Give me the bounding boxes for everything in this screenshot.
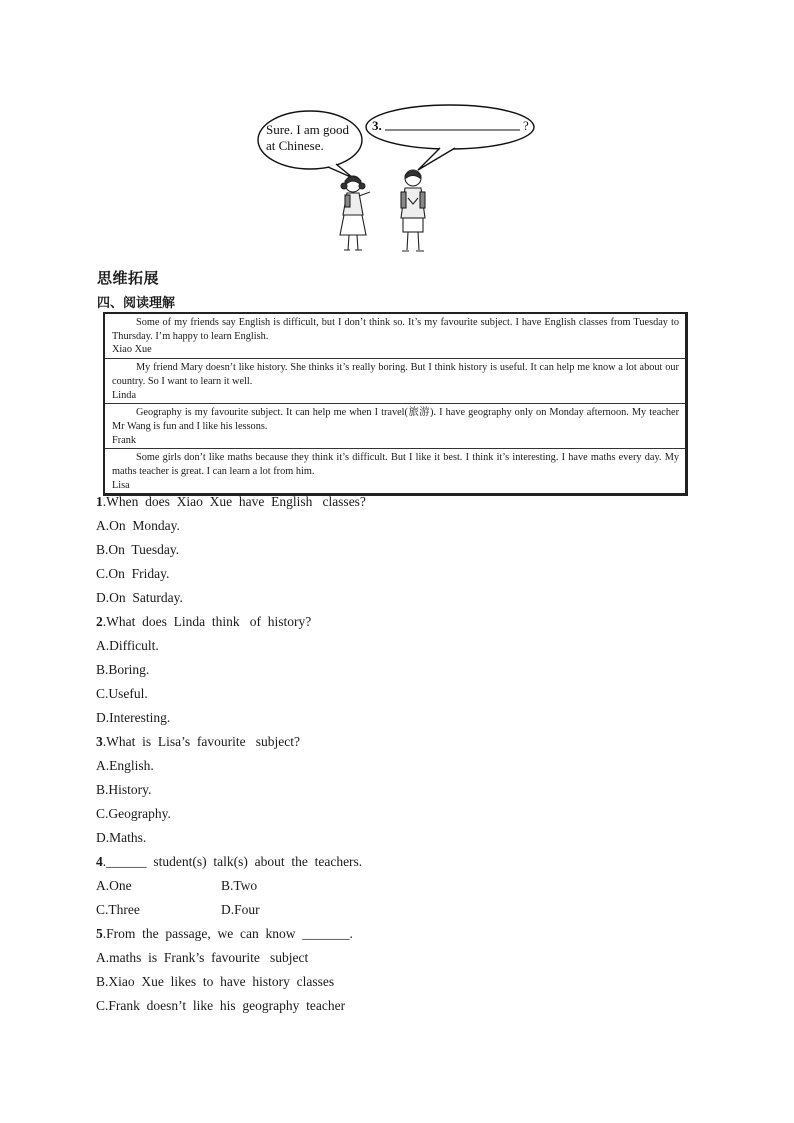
answer-option: C.Three xyxy=(96,902,140,917)
answer-option: C.On Friday. xyxy=(96,566,170,581)
left-bubble-line: Sure. I am good xyxy=(266,122,350,137)
answer-option: D.Interesting. xyxy=(96,710,171,725)
answer-option: C.Frank doesn’t like his geography teacher xyxy=(96,998,346,1013)
question-text: .______ student(s) talk(s) about the teachers. xyxy=(102,854,363,869)
question-number: 4 xyxy=(96,854,103,869)
answer-option: D.On Saturday. xyxy=(96,590,183,605)
question-text: .What does Linda think of history? xyxy=(102,614,312,629)
passage xyxy=(105,314,685,359)
answer-option: A.Difficult. xyxy=(96,638,159,653)
question-stem xyxy=(96,733,300,751)
passage-author: Xiao Xue xyxy=(112,344,152,356)
answer-option: A.maths is Frank’s favourite subject xyxy=(96,950,309,965)
passage-text: Geography is my favourite subject. It can help me when I travel(旅游). I have geography only on Monday afternoon. My teacher Mr Wang is fun and I like his lessons. xyxy=(112,407,679,432)
question-text: .What is Lisa’s favourite subject? xyxy=(102,734,300,749)
section-title: 思维拓展 xyxy=(97,269,160,287)
answer-option: C.Useful. xyxy=(96,686,148,701)
answer-option: A.One xyxy=(96,878,132,893)
question-stem xyxy=(96,613,311,631)
passage-author: Linda xyxy=(112,389,137,401)
question-stem xyxy=(96,853,362,871)
question-number: 3 xyxy=(96,734,103,749)
question-number: 5 xyxy=(96,926,103,941)
passage-text: My friend Mary doesn’t like history. She thinks it’s really boring. But I think history is useful. It can help me know a lot about our country. So I want to learn it well. xyxy=(112,362,679,387)
passage-text: Some girls don’t like maths because they think it’s difficult. But I like it best. I think it’s interesting. I have maths every day. My maths teacher is great. I can learn a lot from him. xyxy=(112,452,679,478)
answer-option: B.Boring. xyxy=(96,662,150,677)
question-number: 2 xyxy=(96,614,103,629)
answer-option: A.On Monday. xyxy=(96,518,180,533)
answer-option: B.Two xyxy=(221,878,258,893)
girl-figure xyxy=(340,176,370,250)
passage-author: Frank xyxy=(112,434,137,446)
answer-option: B.Xiao Xue likes to have history classes xyxy=(96,974,335,989)
question-stem xyxy=(96,925,353,943)
part-title: 四、阅读理解 xyxy=(97,296,176,311)
question-number: 1 xyxy=(96,494,103,509)
answer-option: D.Four xyxy=(221,902,260,917)
left-bubble-line: at Chinese. xyxy=(266,138,324,153)
passage-author: Lisa xyxy=(112,479,130,491)
answer-option: B.History. xyxy=(96,782,152,797)
passage xyxy=(105,449,685,493)
left-bubble-text xyxy=(266,122,366,154)
passage-text: Some of my friends say English is difficult, but I don’t think so. It’s my favourite subject. I have English classes from Tuesday to Thursday. I’m happy to learn English. xyxy=(112,317,679,342)
answer-option: D.Maths. xyxy=(96,830,147,845)
answer-option: B.On Tuesday. xyxy=(96,542,180,557)
passage xyxy=(105,404,685,449)
passage xyxy=(105,359,685,404)
answer-option: A.English. xyxy=(96,758,154,773)
boy-figure xyxy=(401,170,425,251)
question-stem xyxy=(96,493,366,511)
question-text: .From the passage, we can know _______. xyxy=(102,926,353,941)
question-text: .When does Xiao Xue have English classes? xyxy=(102,494,366,509)
answer-option: C.Geography. xyxy=(96,806,171,821)
blank-number: 3. xyxy=(372,118,382,133)
right-bubble-text xyxy=(372,118,542,134)
blank-question-mark: ? xyxy=(523,118,529,133)
reading-passages-box xyxy=(103,312,688,496)
